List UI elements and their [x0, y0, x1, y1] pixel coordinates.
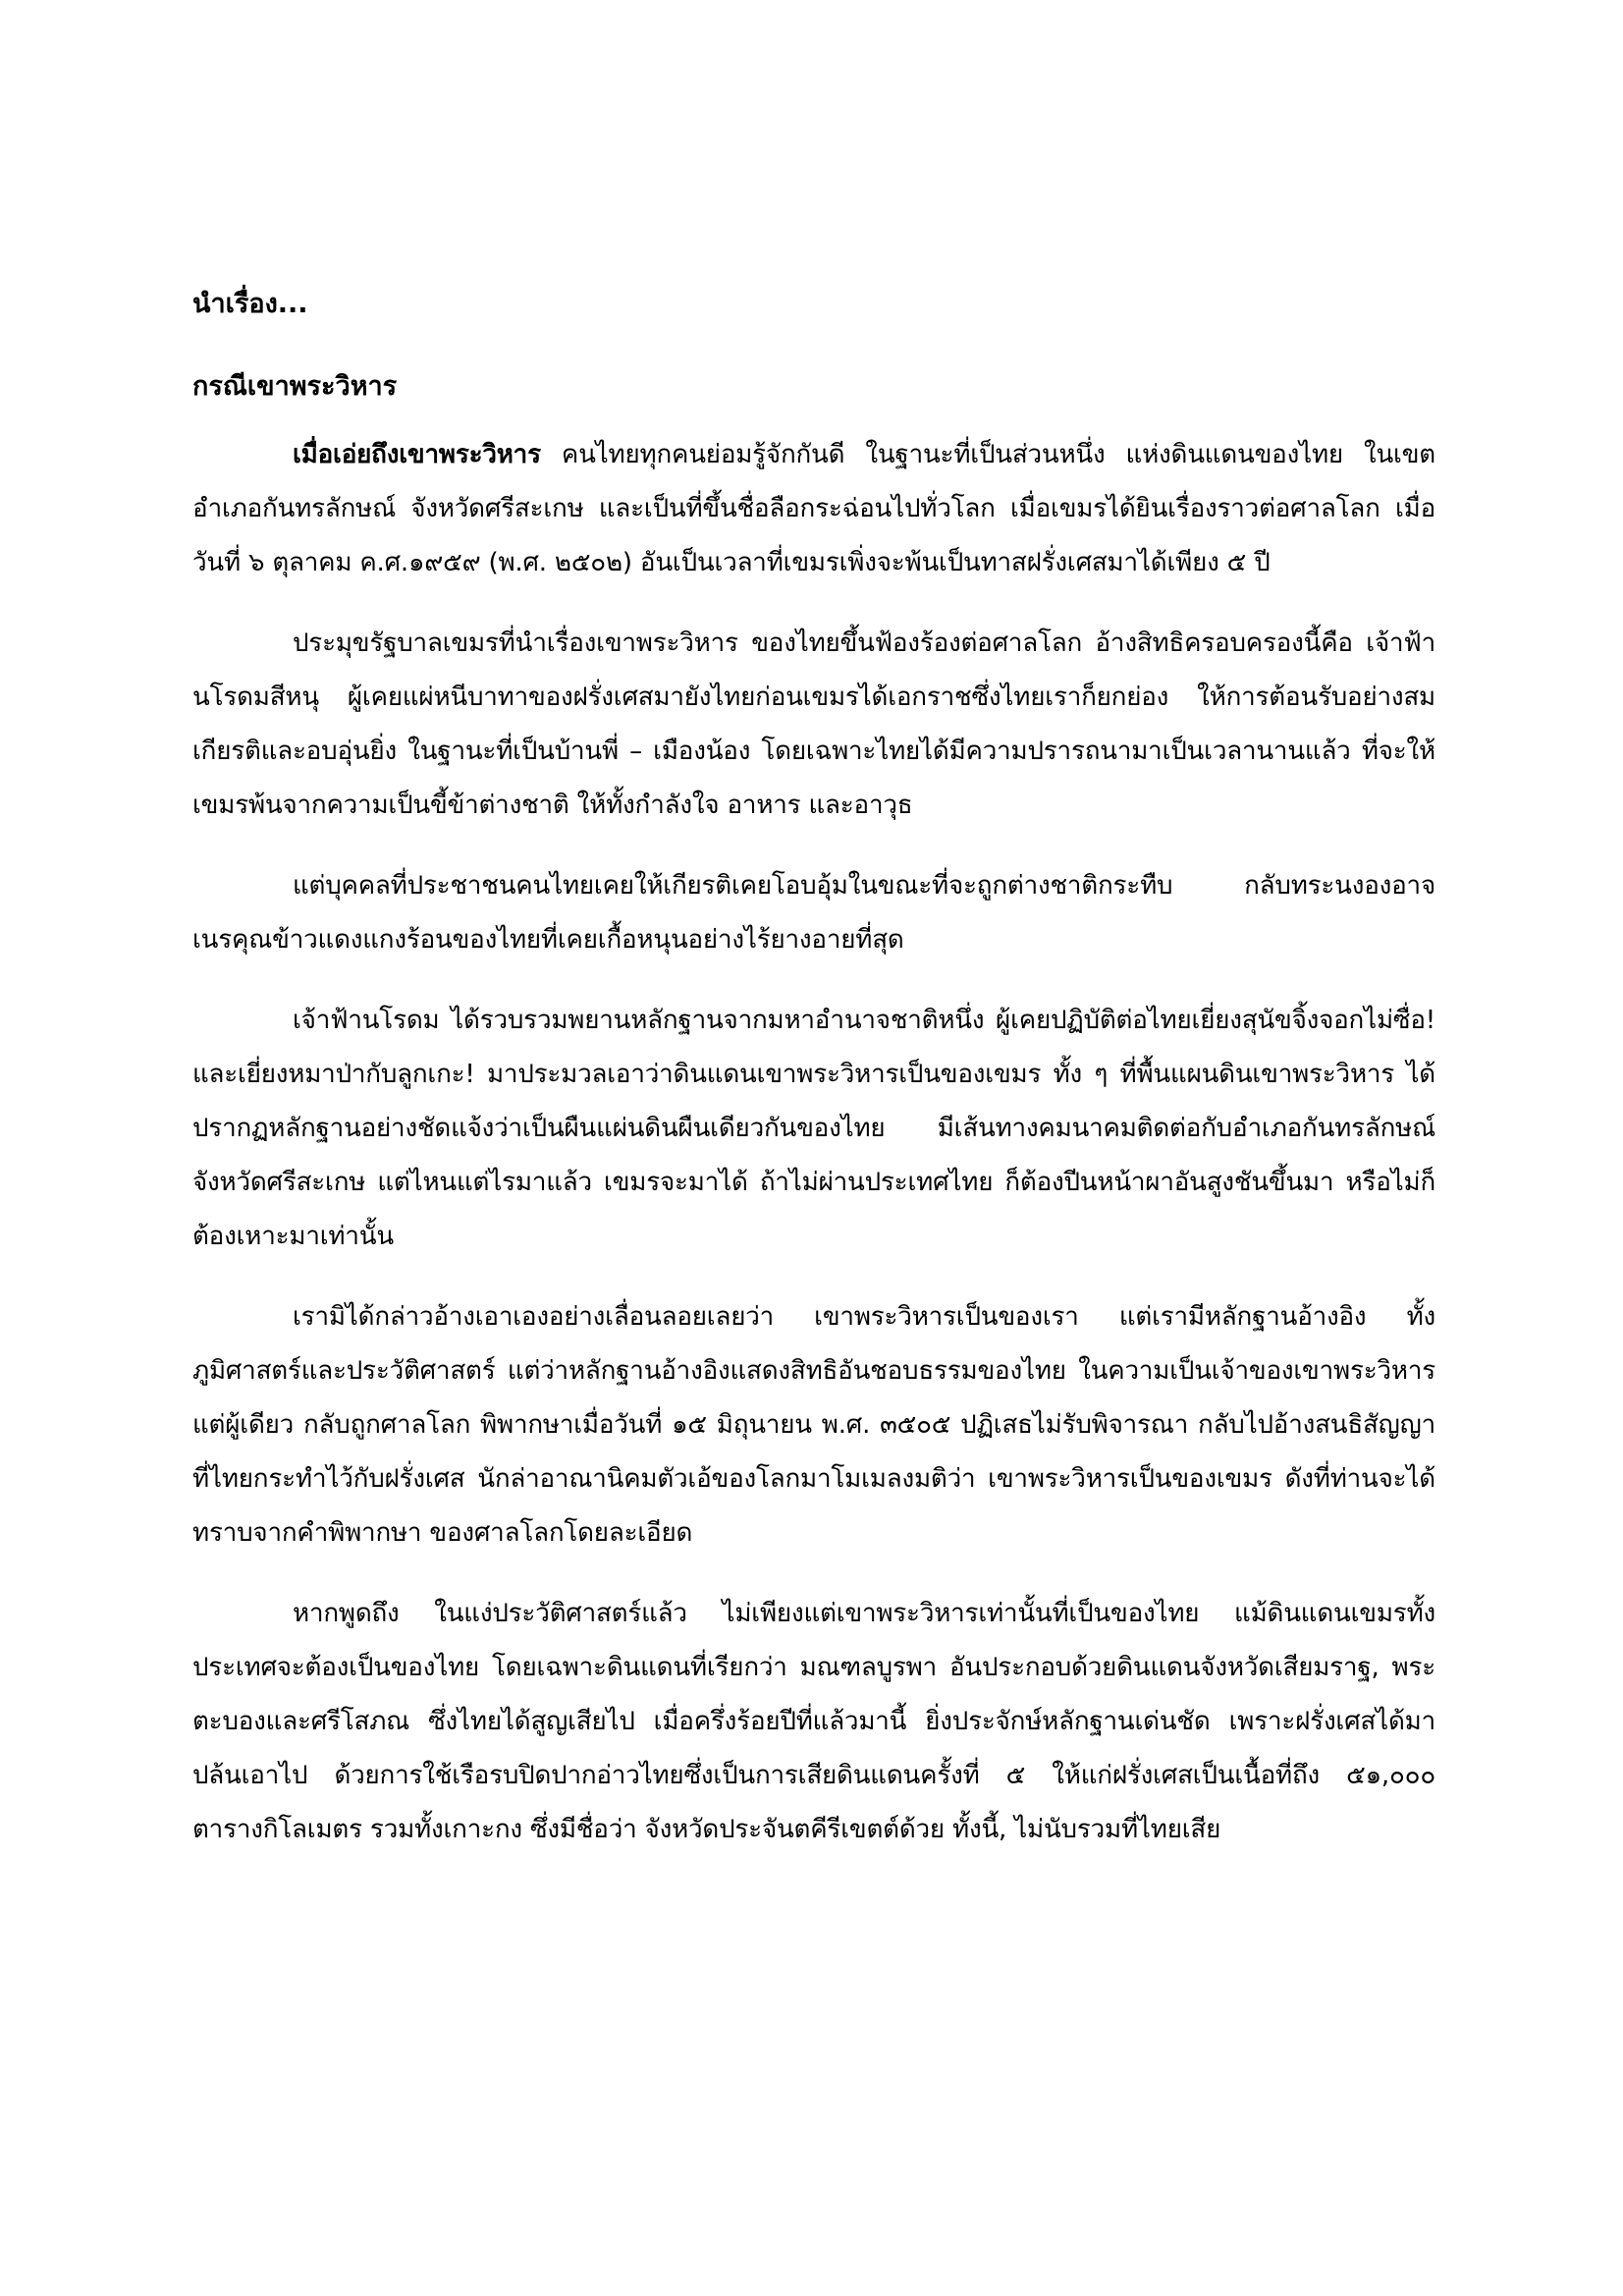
paragraph-2-text: ประมุขรัฐบาลเขมรที่นำเรื่องเขาพระวิหาร ของไทยขึ้นฟ้องร้องต่อศาลโลก อ้างสิทธิครอบครองนี้คือ เจ้าฟ้านโรดมสีหนุ ผู้เคยแผ่หนีบาทาของฝรั่งเศสมายังไทยก่อนเขมรได้เอกราชซึ่งไทยเราก็ยกย่อง ให้การต้อนรับอย่างสมเกียรติและอบอุ่นยิ่ง ในฐานะที่เป็นบ้านพี่ – เมืองน้อง โดยเฉพาะไทยได้มีความปรารถนามาเป็นเวลานานแล้ว ที่จะให้เขมรพ้นจากความเป็นขี้ข้าต่างชาติ ให้ทั้งกำลังใจ อาหาร และอาวุธ: [192, 629, 1435, 820]
paragraph-6: [192, 1587, 1435, 1857]
paragraph-3: [192, 859, 1435, 967]
document-body: [192, 285, 1435, 1884]
paragraph-5-text: เรามิได้กล่าวอ้างเอาเองอย่างเลื่อนลอยเลยว่า เขาพระวิหารเป็นของเรา แต่เรามีหลักฐานอ้างอิง ทั้งภูมิศาสตร์และประวัติศาสตร์ แต่ว่าหลักฐานอ้างอิงแสดงสิทธิอันชอบธรรมของไทย ในความเป็นเจ้าของเขาพระวิหารแต่ผู้เดียว กลับถูกศาลโลก พิพากษาเมื่อวันที่ ๑๕ มิถุนายน พ.ศ. ๓๕๐๕ ปฏิเสธไม่รับพิจารณา กลับไปอ้างสนธิสัญญาที่ไทยกระทำไว้กับฝรั่งเศส นักล่าอาณานิคมตัวเอ้ของโลกมาโมเมลงมติว่า เขาพระวิหารเป็นของเขมร ดังที่ท่านจะได้ทราบจากคำพิพากษา ของศาลโลกโดยละเอียด: [192, 1302, 1435, 1548]
paragraph-5: [192, 1290, 1435, 1560]
paragraph-1: [192, 428, 1435, 590]
paragraph-3-text: แต่บุคคลที่ประชาชนคนไทยเคยให้เกียรติเคยโอบอุ้มในขณะที่จะถูกต่างชาติกระทืบ กลับทระนงองอาจเนรคุณข้าวแดงแกงร้อนของไทยที่เคยเกื้อหนุนอย่างไร้ยางอายที่สุด: [192, 871, 1435, 955]
section-heading: กรณีเขาพระวิหาร: [192, 371, 398, 402]
intro-heading: นำเรื่อง...: [192, 289, 308, 319]
paragraph-6-text: หากพูดถึง ในแง่ประวัติศาสตร์แล้ว ไม่เพียงแต่เขาพระวิหารเท่านั้นที่เป็นของไทย แม้ดินแดนเขมรทั้งประเทศจะต้องเป็นของไทย โดยเฉพาะดินแดนที่เรียกว่า มณฑลบูรพา อันประกอบด้วยดินแดนจังหวัดเสียมราฐ, พระตะบองและศรีโสภณ ซึ่งไทยได้สูญเสียไป เมื่อครึ่งร้อยปีที่แล้วมานี้ ยิ่งประจักษ์หลักฐานเด่นชัด เพราะฝรั่งเศสได้มาปล้นเอาไป ด้วยการใช้เรือรบปิดปากอ่าวไทยซึ่งเป็นการเสียดินแดนครั้งที่ ๕ ให้แก่ฝรั่งเศสเป็นเนื้อที่ถึง ๕๑,๐๐๐ ตารางกิโลเมตร รวมทั้งเกาะกง ซึ่งมีชื่อว่า จังหวัดประจันตคีรีเขตต์ด้วย ทั้งนี้, ไม่นับรวมที่ไทยเสีย: [192, 1599, 1435, 1844]
paragraph-4: [192, 994, 1435, 1264]
paragraph-4-text: เจ้าฟ้านโรดม ได้รวบรวมพยานหลักฐานจากมหาอำนาจชาติหนึ่ง ผู้เคยปฏิบัติต่อไทยเยี่ยงสุนัขจิ้งจอกไม่ซื่อ! และเยี่ยงหมาป่ากับลูกเกะ! มาประมวลเอาว่าดินแดนเขาพระวิหารเป็นของเขมร ทั้ง ๆ ที่พื้นแผนดินเขาพระวิหาร ได้ปรากฏหลักฐานอย่างชัดแจ้งว่าเป็นผืนแผ่นดินผืนเดียวกันของไทย มีเส้นทางคมนาคมติดต่อกับอำเภอกันทรลักษณ์ จังหวัดศรีสะเกษ แต่ไหนแต่ไรมาแล้ว เขมรจะมาได้ ถ้าไม่ผ่านประเทศไทย ก็ต้องปีนหน้าผาอันสูงชันขึ้นมา หรือไม่ก็ต้องเหาะมาเท่านั้น: [192, 1006, 1435, 1251]
paragraph-1-lead: เมื่อเอ่ยถึงเขาพระวิหาร: [293, 440, 541, 469]
paragraph-1-text: คนไทยทุกคนย่อมรู้จักกันดี ในฐานะที่เป็นส่วนหนึ่ง แห่งดินแดนของไทย ในเขตอำเภอกันทรลักษณ์ จังหวัดศรีสะเกษ และเป็นที่ขึ้นชื่อลือกระฉ่อนไปทั่วโลก เมื่อเขมรได้ยินเรื่องราวต่อศาลโลก เมื่อวันที่ ๖ ตุลาคม ค.ศ.๑๙๕๙ (พ.ศ. ๒๕๐๒) อันเป็นเวลาที่เขมรเพิ่งจะพ้นเป็นทาสฝรั่งเศสมาได้เพียง ๕ ปี: [192, 440, 1435, 577]
paragraph-2: [192, 617, 1435, 833]
